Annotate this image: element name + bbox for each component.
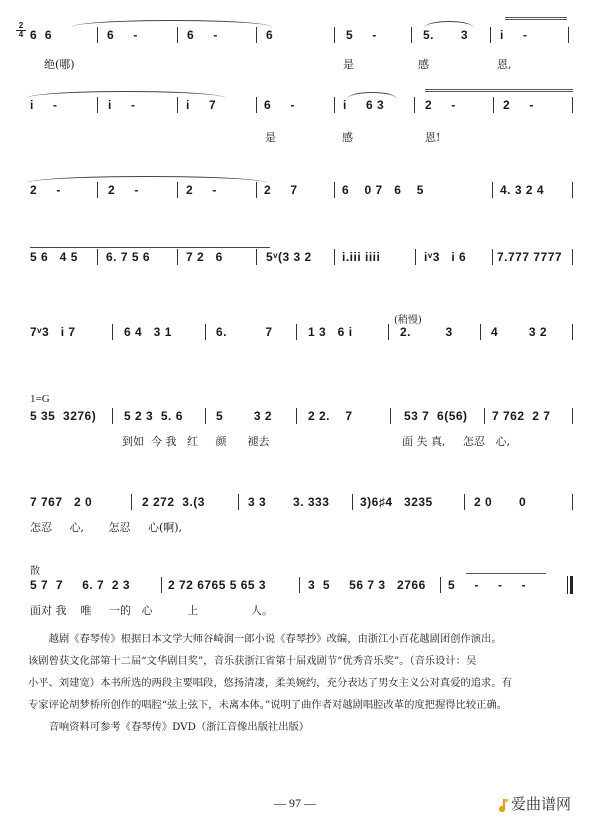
notes-segment: 7 2 6 <box>186 250 223 264</box>
barline <box>112 408 113 424</box>
notes-segment: i - <box>500 28 528 42</box>
notes-segment: 5ᵛ(3 3 2 <box>266 250 312 264</box>
notes-segment: 6. 7 <box>216 325 273 339</box>
barline <box>572 97 573 113</box>
time-signature <box>16 22 26 39</box>
barline <box>484 408 485 424</box>
page-number: — 97 — <box>274 796 316 810</box>
barline <box>440 577 441 593</box>
notes-segment: 6 0 7 6 5 <box>342 183 424 197</box>
notes-segment: 3)6♯4 3235 <box>360 495 433 509</box>
notes-segment: 2 - <box>503 98 534 112</box>
barline <box>256 97 257 113</box>
notes-segment: 3 3 3. 333 <box>248 495 330 509</box>
tie-line <box>425 89 573 90</box>
lyric: 恩, <box>497 58 512 71</box>
notes-segment: 5 2 3 5. 6 <box>124 409 183 423</box>
barline <box>299 577 300 593</box>
final-barline-thick <box>570 576 573 594</box>
notes-segment: 3 5 56 7 3 2766 <box>308 578 426 592</box>
tie-arc <box>72 20 272 27</box>
slur-arc <box>424 21 474 28</box>
barline <box>238 494 239 510</box>
notes-segment: 1 3 6 i <box>308 325 353 339</box>
barline <box>572 494 573 510</box>
barline <box>97 182 98 198</box>
watermark <box>498 793 571 814</box>
barline <box>334 97 335 113</box>
notes-segment: 5 6 4 5 <box>30 250 78 264</box>
barline <box>205 408 206 424</box>
time-signature-bottom: 4 <box>18 30 24 39</box>
barline <box>205 324 206 340</box>
barline <box>415 249 416 265</box>
notes-segment: 5 3 2 <box>216 409 273 423</box>
notes-segment: 53 7 6(56) <box>404 409 468 423</box>
notes-segment: i - <box>108 98 136 112</box>
lyric: 是 <box>265 131 276 144</box>
notes-segment: 6 4 3 1 <box>124 325 172 339</box>
barline <box>296 408 297 424</box>
tie-line <box>425 91 573 92</box>
notes-segment: 2 - <box>30 183 61 197</box>
notes-segment: iᵛ3 i 6 <box>424 250 467 264</box>
notes-segment: 7 767 2 0 <box>30 495 93 509</box>
fermata-decrescendo-line <box>466 573 546 574</box>
barline <box>334 249 335 265</box>
paragraph-line: 越剧《春琴传》根据日本文学大师谷崎润一郎小说《春琴抄》改编，由浙江小百花越剧团创作演出。 <box>48 633 502 645</box>
barline <box>97 97 98 113</box>
barline <box>256 249 257 265</box>
notes-segment: 2 7 <box>264 183 298 197</box>
notes-segment: 6 <box>266 28 274 42</box>
barline <box>388 324 389 340</box>
paragraph-line: 专家评论胡梦桥所创作的唱腔“弦上弦下，未离本体。”说明了曲作者对越剧唱腔改革的度把握得比较正确。 <box>28 699 508 711</box>
lyric: 感 <box>418 58 429 71</box>
notes-segment: 2 - <box>108 183 139 197</box>
free-tempo-marking: 散 <box>30 566 40 577</box>
barline <box>334 27 335 43</box>
notes-segment: 4 3 2 <box>491 325 548 339</box>
barline <box>131 494 132 510</box>
notes-segment: i 7 <box>186 98 217 112</box>
barline <box>97 27 98 43</box>
barline <box>572 324 573 340</box>
time-signature-top: 2 <box>16 22 26 31</box>
notes-segment: 5 - - - <box>448 578 527 592</box>
lyric: 面 失 真, 怎忍 心, <box>402 435 510 448</box>
barline <box>492 249 493 265</box>
barline <box>572 249 573 265</box>
tie-line <box>505 17 567 18</box>
barline <box>112 324 113 340</box>
notes-segment: 7 762 2 7 <box>492 409 551 423</box>
notes-segment: 2 0 0 <box>474 495 527 509</box>
barline <box>97 249 98 265</box>
barline <box>568 27 569 43</box>
barline <box>296 324 297 340</box>
notes-segment: 6. 7 5 6 <box>106 250 151 264</box>
barline <box>464 494 465 510</box>
notes-segment: 7ᵛ3 i 7 <box>30 325 76 339</box>
notes-segment: 6 - <box>107 28 138 42</box>
final-barline-thin <box>567 576 568 594</box>
description-paragraph <box>28 628 580 738</box>
barline <box>177 97 178 113</box>
barline <box>390 408 391 424</box>
lyric: 感 <box>342 131 353 144</box>
notes-segment: 2 - <box>186 183 217 197</box>
key-signature: 1=G <box>30 393 50 405</box>
notes-segment: 5. 3 <box>423 28 469 42</box>
barline <box>334 182 335 198</box>
notes-segment: 2. 3 <box>400 325 453 339</box>
notes-segment: 6 - <box>187 28 218 42</box>
watermark-text: 爱曲谱网 <box>511 795 572 813</box>
notes-segment: 5 7 7 6. 7 2 3 <box>30 578 131 592</box>
tie-arc <box>27 176 267 183</box>
notes-segment: i - <box>30 98 58 112</box>
barline <box>411 27 412 43</box>
notes-segment: 7.777 7777 <box>497 250 563 264</box>
notes-segment: 6 - <box>264 98 295 112</box>
paragraph-line: 小平、刘建宽）本书所选的两段主要唱段，悠扬清凄，柔美婉约，充分表达了男女主义公对真爱的追求。有 <box>28 677 512 689</box>
lyric: 怎忍 心, 怎忍 心(啊), <box>30 521 183 534</box>
notes-segment: 2 2. 7 <box>308 409 353 423</box>
barline <box>177 27 178 43</box>
barline <box>493 97 494 113</box>
notes-segment: 2 - <box>425 98 456 112</box>
barline <box>480 324 481 340</box>
tie-line <box>505 19 567 20</box>
music-note-logo-icon <box>498 797 508 810</box>
notes-segment: i.iii iiii <box>342 250 381 264</box>
barline <box>256 182 257 198</box>
notes-segment: 6 6 <box>30 28 53 42</box>
paragraph-line: 音响资料可参考《春琴传》DVD（浙江音像出版社出版） <box>48 721 310 733</box>
barline <box>352 494 353 510</box>
barline <box>490 27 491 43</box>
notes-segment: 2 72 6765 5 65 3 <box>168 578 267 592</box>
lyric: 绝(哪) <box>44 58 75 71</box>
barline <box>572 182 573 198</box>
lyric: 恩! <box>425 131 441 144</box>
notes-segment: i 6 3 <box>343 98 385 112</box>
paragraph-line: 该剧曾获文化部第十二届“文华剧目奖”，音乐获浙江省第十届戏剧节“优秀音乐奖”。（音乐设计：吴 <box>28 655 477 667</box>
barline <box>414 97 415 113</box>
tempo-marking: (稍慢) <box>394 315 422 326</box>
barline <box>256 27 257 43</box>
lyric: 面对 我 唯 一的 心 上 人。 <box>30 604 273 617</box>
notes-segment: 2 272 3.(3 <box>142 495 205 509</box>
lyric: 是 <box>343 58 354 71</box>
lyric: 到如 今 我 红 颜 褪去 <box>122 435 270 448</box>
barline <box>177 182 178 198</box>
notes-segment: 5 - <box>346 28 377 42</box>
barline <box>161 577 162 593</box>
notes-segment: 4. 3 2 4 <box>500 183 545 197</box>
barline <box>177 249 178 265</box>
barline <box>572 408 573 424</box>
barline <box>492 182 493 198</box>
tie-arc <box>27 91 225 98</box>
notes-segment: 5 35 3276) <box>30 409 97 423</box>
